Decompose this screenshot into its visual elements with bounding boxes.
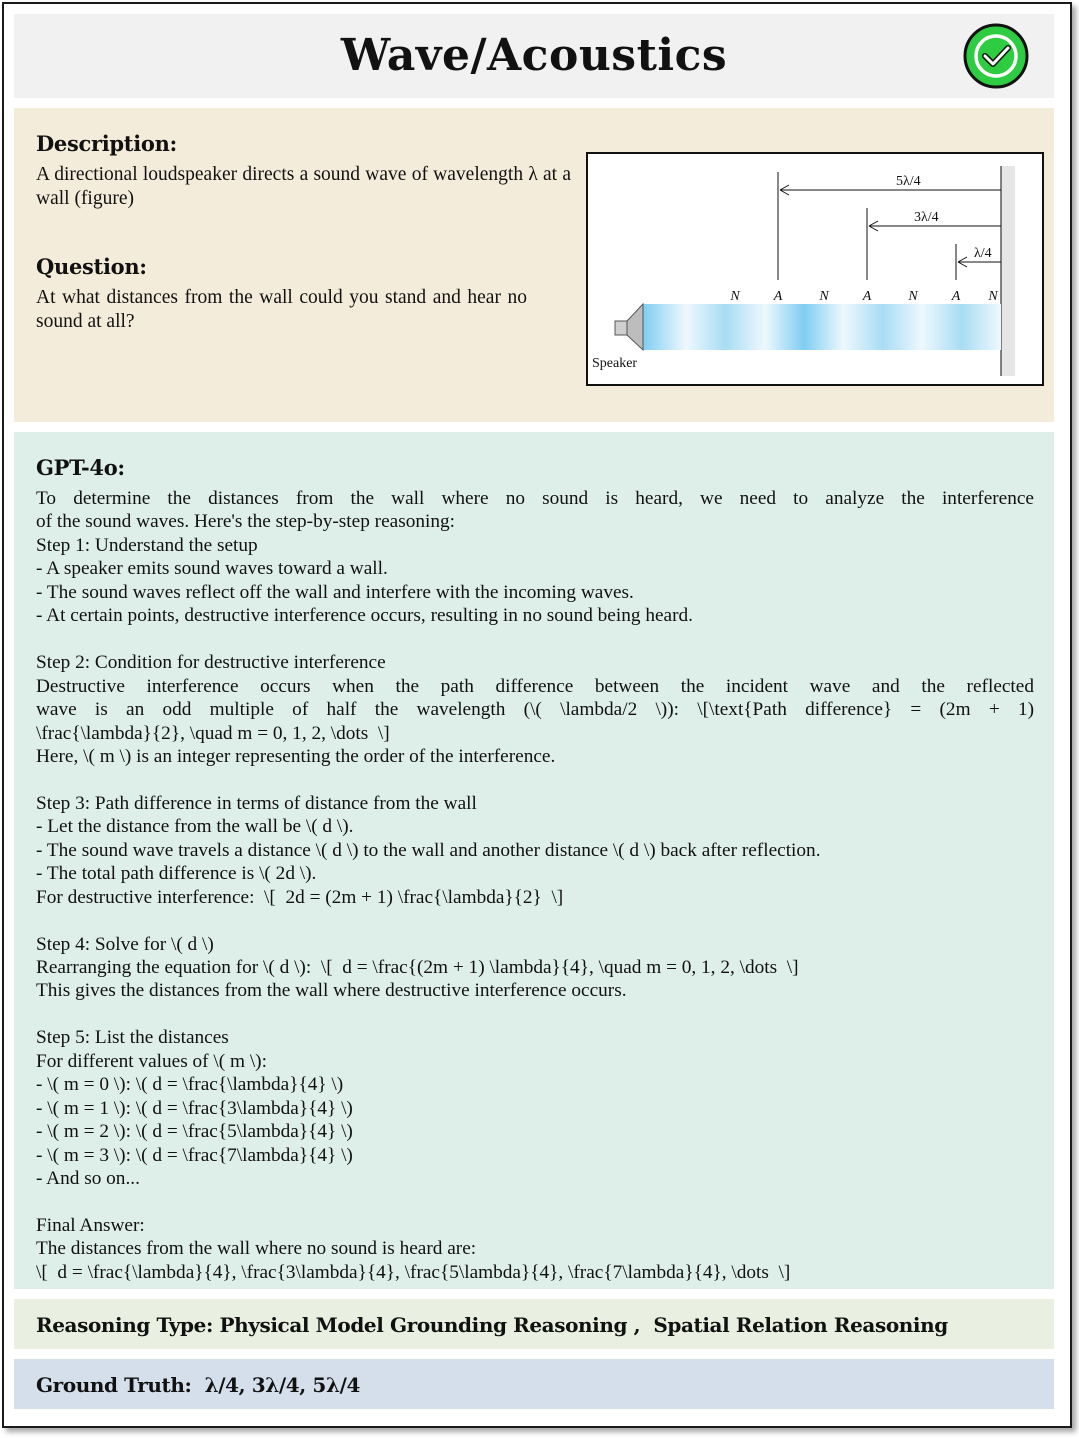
answer-line: - \( m = 2 \): \( d = \frac{5\lambda}{4} \) [36,1121,353,1143]
answer-line: Step 1: Understand the setup [36,534,258,556]
blank-line [36,1191,1034,1214]
answer-line: The distances from the wall where no sound is heard are: [36,1238,477,1260]
answer-line: For different values of \( m \): [36,1050,267,1072]
speaker-icon [615,304,643,350]
page-title: Wave/Acoustics [340,30,728,81]
model-label: GPT-4o: [36,455,125,480]
question-label: Question: [36,254,147,279]
wall [1001,166,1015,376]
answer-line: \[ d = \frac{\lambda}{4}, \frac{3\lambda}{4}, \frac{5\lambda}{4}, \frac{7\lambda}{4}, \dots \] [36,1261,791,1283]
answer-line: - The sound waves reflect off the wall and interfere with the incoming waves. [36,581,634,603]
answer-line: - At certain points, destructive interference occurs, resulting in no sound being heard. [36,605,693,627]
answer-line: This gives the distances from the wall where destructive interference occurs. [36,980,627,1002]
blank-line [36,768,1034,791]
dimension-label: λ/4 [974,246,992,261]
answer-line: wave is an odd multiple of half the wavelength (\( \lambda/2 \)): \[\text{Path difference} = (2m + 1) [36,699,1034,721]
antinode-label: A [951,289,961,304]
reasoning-type-text: Reasoning Type: Physical Model Grounding Reasoning , Spatial Relation Reasoning [36,1313,948,1337]
answer-line: - And so on... [36,1168,140,1190]
answer-line: Step 5: List the distances [36,1027,229,1049]
dimension-label: 3λ/4 [914,210,939,225]
question-text: At what distances from the wall could you stand and hear no sound at all? [36,287,527,332]
header-bar [14,14,1054,98]
answer-line: Final Answer: [36,1214,145,1236]
description-text: A directional loudspeaker directs a sound wave of wavelength λ at a wall (figure) [36,164,571,209]
check-circle-icon [963,23,1029,89]
answer-line: For destructive interference: \[ 2d = (2m + 1) \frac{\lambda}{2} \] [36,886,564,908]
standing-wave-figure [586,152,1044,386]
answer-line: of the sound waves. Here's the step-by-step reasoning: [36,511,455,533]
description-label: Description: [36,131,178,156]
antinode-label: A [773,289,783,304]
node-label: N [730,289,740,304]
answer-line: Destructive interference occurs when the path difference between the incident wave and the reflected [36,675,1034,697]
answer-line: Rearranging the equation for \( d \): \[ d = \frac{(2m + 1) \lambda}{4}, \quad m = 0, 1, 2, \dots \] [36,957,799,979]
answer-line: Here, \( m \) is an integer representing the order of the interference. [36,745,556,767]
answer-line: Step 3: Path difference in terms of distance from the wall [36,792,477,814]
blank-line [36,628,1034,651]
speaker-label: Speaker [592,356,638,371]
blank-line [36,909,1034,932]
node-label: N [819,289,829,304]
answer-line: Step 2: Condition for destructive interference [36,652,386,674]
answer-line: - Let the distance from the wall be \( d \). [36,816,354,838]
answer-line: To determine the distances from the wall where no sound is heard, we need to analyze the interference [36,488,1034,509]
reasoning-type-bar [14,1299,1054,1349]
antinode-label: A [862,289,872,304]
node-label: N [988,289,998,304]
answer-line: Step 4: Solve for \( d \) [36,933,214,955]
ground-truth-bar [14,1359,1054,1409]
answer-line: - \( m = 1 \): \( d = \frac{3\lambda}{4} \) [36,1097,353,1119]
answer-line: - The sound wave travels a distance \( d \) to the wall and another distance \( d \) back after reflection. [36,839,821,861]
answer-line: - \( m = 3 \): \( d = \frac{7\lambda}{4} \) [36,1144,353,1166]
answer-line: - The total path difference is \( 2d \). [36,863,317,885]
answer-line: - \( m = 0 \): \( d = \frac{\lambda}{4} \) [36,1074,344,1096]
node-label: N [908,289,918,304]
ground-truth-text: Ground Truth: λ/4, 3λ/4, 5λ/4 [36,1373,360,1397]
answer-body [36,487,1034,1284]
blank-line [36,1003,1034,1026]
answer-line: - A speaker emits sound waves toward a wall. [36,558,388,580]
dimension-label: 5λ/4 [896,174,921,189]
wave-beam [643,304,1001,350]
answer-line: \frac{\lambda}{2}, \quad m = 0, 1, 2, \dots \] [36,722,390,744]
